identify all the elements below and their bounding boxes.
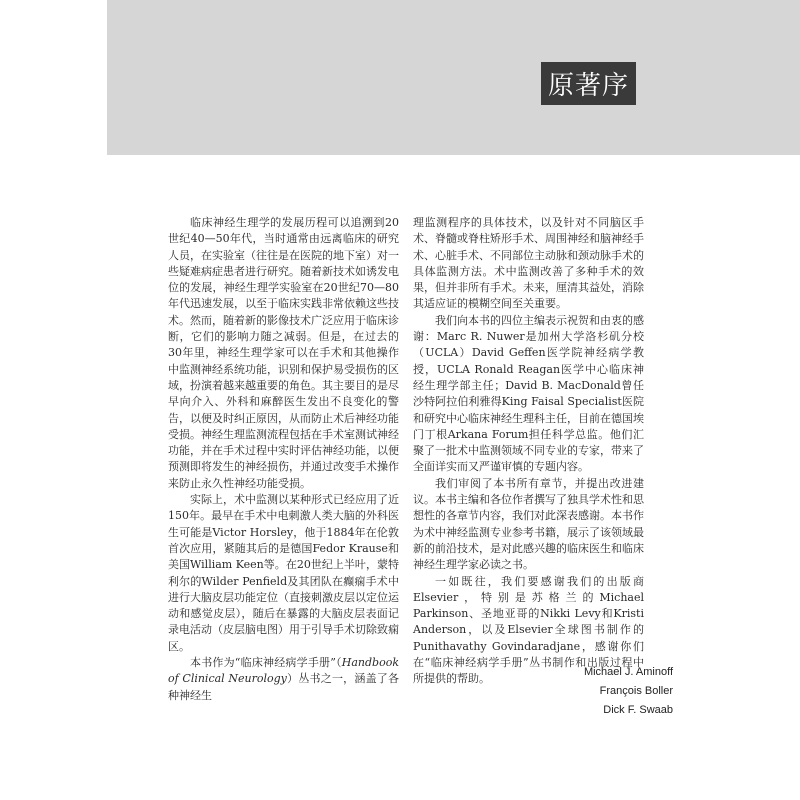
paragraph-intraoperative: 实际上，术中监测以某种形式已经应用了近150年。最早在手术中电刺激人类大脑的外科医生可能是Victor Horsley，他于1884年在伦敦首次应用，紧随其后的是德国Fedor Krause和美国William Keen等。在20世纪上半叶，蒙特利尔的Wilder Penfield及其团队在癫痫手术中进行大脑皮层功能定位（直接刺激皮层以定位运动和感觉皮层），随后在暴露的大脑皮层表面记录电活动（皮层脑电图）用于引导手术切除致痫区。	[168, 493, 399, 653]
handbook-text-a: 本书作为“临床神经病学手册”（	[190, 656, 342, 670]
paragraph-publisher-thanks: 一如既往，我们要感谢我们的出版商Elsevier，特别是苏格兰的Michael Parkinson、圣地亚哥的Nikki Levy和Kristi Anderson，以及Elsevier全球图书制作的Punithavathy Govindaradjane，感谢你们在“临床神经病学手册”丛书制作和出版过程中所提供的帮助。	[413, 574, 644, 686]
right-column	[413, 215, 644, 688]
header-band	[107, 0, 800, 155]
handbook-series-title: Handbook of Clinical Neurology	[168, 656, 399, 686]
page-title	[541, 62, 636, 105]
signature-swaab: Dick F. Swaab	[603, 704, 673, 716]
signature-block	[584, 663, 673, 720]
signature-aminoff: Michael J. Aminoff	[583, 666, 673, 678]
signature-boller: François Boller	[599, 685, 673, 697]
paragraph-review: 我们审阅了本书所有章节，并提出改进建议。本书主编和各位作者撰写了独具学术性和思想性的各章节内容，我们对此深表感谢。本书作为术中神经监测专业参考书籍，展示了该领域最新的前沿技术，是对此感兴趣的临床医生和临床神经生理学家必读之书。	[413, 476, 644, 572]
paragraph-handbook-continued: 理监测程序的具体技术，以及针对不同脑区手术、脊髓或脊柱矫形手术、周围神经和脑神经手术、心脏手术、不同部位主动脉和颈动脉手术的具体监测方法。术中监测改善了多种手术的效果，但并非所有手术。未来，厘清其益处，消除其适应证的模糊空间至关重要。	[413, 216, 644, 311]
page-title-text: 原著序	[547, 71, 629, 101]
paragraph-editors-thanks: 我们向本书的四位主编表示祝贺和由衷的感谢：Marc R. Nuwer是加州大学洛杉矶分校（UCLA）David Geffen医学院神经病学教授，UCLA Ronald Reagan医学中心临床神经生理学部主任；David B. MacDonald曾任沙特阿拉伯利雅得King Faisal Specialist医院和研究中心临床神经生理科主任，目前在德国埃门丁根Arkana Forum担任科学总监。他们汇聚了一批术中监测领域不同专业的专家，带来了全面详实而又严谨审慎的专题内容。	[413, 313, 644, 474]
paragraph-history: 临床神经生理学的发展历程可以追溯到20世纪40—50年代，当时通常由远离临床的研究人员，在实验室（往往是在医院的地下室）对一些疑难病症患者进行研究。随着新技术如诱发电位的发展，神经生理学实验室在20世纪70—80年代迅速发展，以至于临床实践非常依赖这些技术。然而，随着新的影像技术广泛应用于临床诊断，它们的影响力随之减弱。但是，在过去的30年里，神经生理学家可以在手术和其他操作中监测神经系统功能，识别和保护易受损伤的区域，扮演着越来越重要的角色。其主要目的是尽早向介入、外科和麻醉医生发出不良变化的警告，以便及时纠正原因，从而防止术后神经功能受损。神经生理监测流程包括在手术室测试神经功能，并在手术过程中实时评估神经功能，以便预测即将发生的神经损伤，并通过改变手术操作来防止永久性神经功能受损。	[168, 216, 399, 490]
handbook-text-b: ）丛书之一，涵盖了各种神经生	[168, 672, 400, 702]
paragraph-handbook	[168, 655, 399, 704]
left-column	[168, 215, 399, 704]
